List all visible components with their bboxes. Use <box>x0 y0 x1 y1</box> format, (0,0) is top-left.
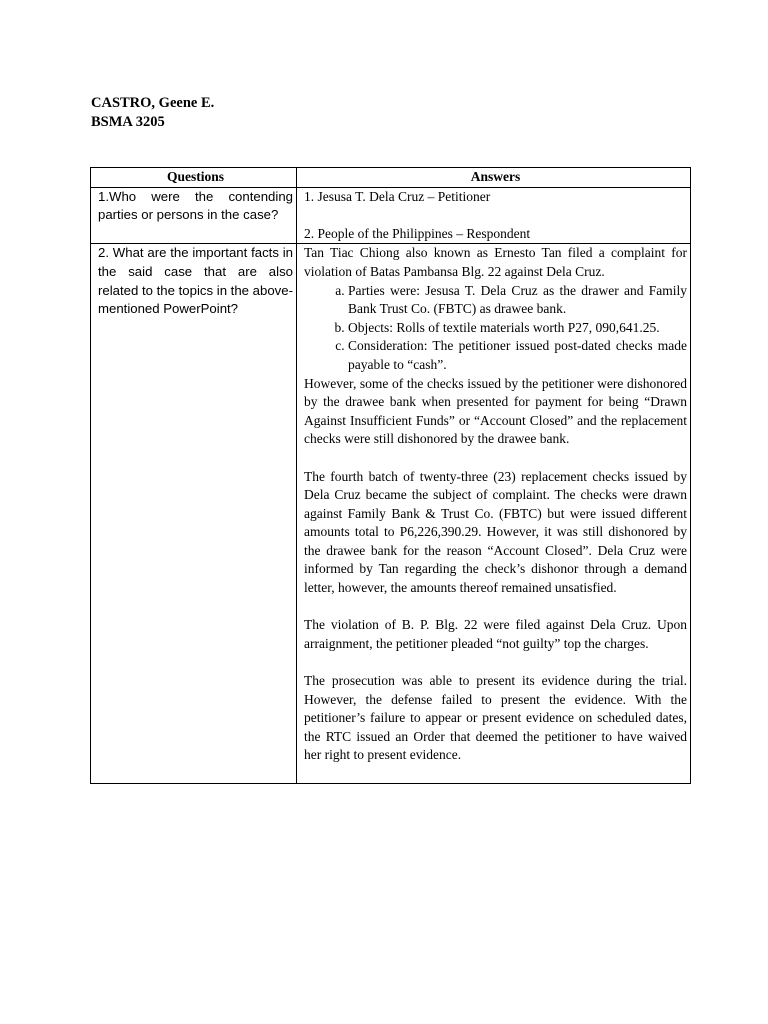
questions-column-header: Questions <box>91 168 297 188</box>
list-item: b. Objects: Rolls of textile materials worth P27, 090,641.25. <box>348 319 687 338</box>
student-section: BSMA 3205 <box>91 114 165 130</box>
student-name: CASTRO, Geene E. <box>91 95 215 111</box>
answer-paragraph: The prosecution was able to present its evidence during the trial. However, the defense failed to present the evidence. With the petitioner’s failure to appear or present evidence on scheduled dates, the RTC issued an Order that deemed the petitioner to have waived her right to present evidence. <box>304 673 687 763</box>
answer-paragraph: The fourth batch of twenty-three (23) replacement checks issued by Dela Cruz became the subject of complaint. The checks were drawn against Family Bank & Trust Co. (FBTC) but were issued different amounts total to P6,226,390.29. However, it was still dishonored by the drawee bank for the reason “Account Closed”. Dela Cruz were informed by Tan regarding the check’s dishonor through a demand letter, however, the amounts thereof remained unsatisfied. <box>304 468 687 596</box>
answer-paragraph: The violation of B. P. Blg. 22 were filed against Dela Cruz. Upon arraignment, the petitioner pleaded “not guilty” top the charges. <box>304 617 687 651</box>
spacer <box>304 449 687 468</box>
spacer <box>304 206 687 225</box>
document-header <box>91 94 214 132</box>
table-row <box>91 187 691 244</box>
answers-column-header: Answers <box>297 168 691 188</box>
answer-line: 1. Jesusa T. Dela Cruz – Petitioner <box>304 188 491 204</box>
answer-paragraph: However, some of the checks issued by the petitioner were dishonored by the drawee bank when presented for payment for being “Drawn Against Insufficient Funds” or “Account Closed” and the replacement checks were still dishonored by the drawee bank. <box>304 375 687 447</box>
qa-table <box>90 167 691 784</box>
question-cell: 2. What are the important facts in the said case that are also related to the topics in the above-mentioned PowerPoint? <box>91 244 297 784</box>
spacer <box>304 598 687 617</box>
answer-intro: Tan Tiac Chiong also known as Ernesto Tan filed a complaint for violation of Batas Pambansa Blg. 22 against Dela Cruz. <box>304 245 687 279</box>
list-item: a. Parties were: Jesusa T. Dela Cruz as the drawer and Family Bank Trust Co. (FBTC) as drawee bank. <box>348 282 687 319</box>
spacer <box>304 653 687 672</box>
answer-cell <box>297 187 691 244</box>
table-row <box>91 244 691 784</box>
question-cell: 1.Who were the contending parties or persons in the case? <box>91 187 297 244</box>
list-item: c. Consideration: The petitioner issued post-dated checks made payable to “cash”. <box>348 337 687 374</box>
answer-line: 2. People of the Philippines – Respondent <box>304 225 531 241</box>
answer-list <box>304 282 687 375</box>
table-header-row <box>91 168 691 188</box>
answer-cell <box>297 244 691 784</box>
